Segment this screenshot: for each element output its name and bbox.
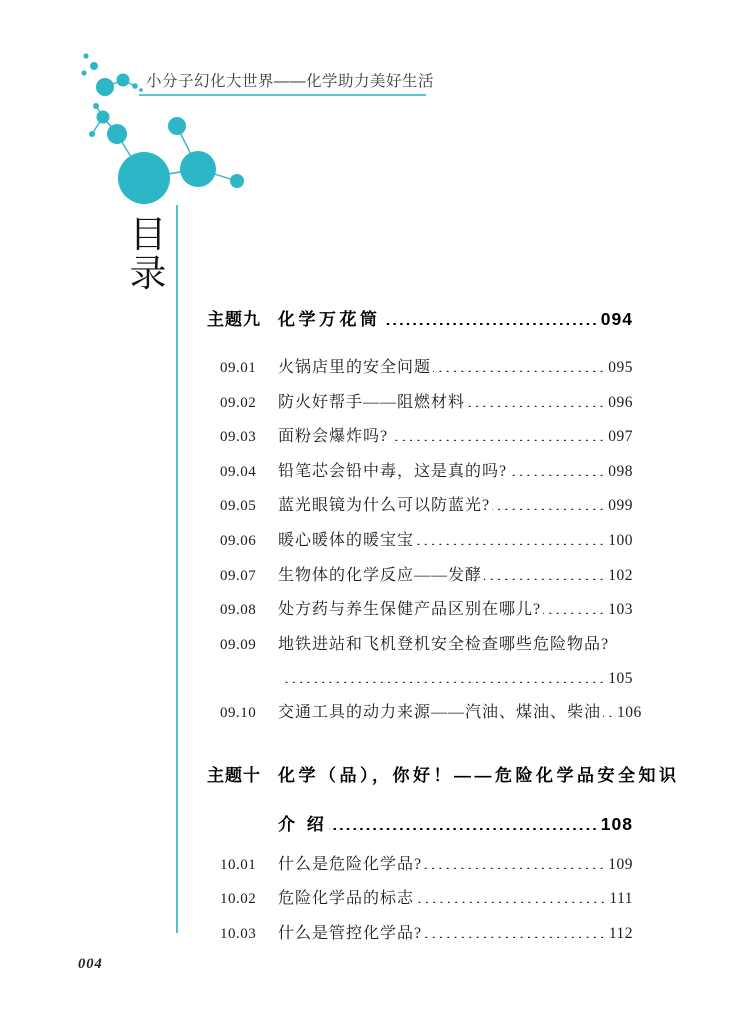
- dot-leader: [416, 529, 606, 545]
- toc-entry: [207, 882, 633, 917]
- entry-page-number: 097: [608, 428, 633, 446]
- entry-page-number: 102: [608, 566, 633, 584]
- entry-page-number: 100: [608, 531, 633, 549]
- entry-title: 处方药与养生保健产品区别在哪儿?: [278, 601, 542, 619]
- entry-page-number: 099: [608, 497, 633, 515]
- entry-number: 09.06: [220, 532, 257, 549]
- entry-number: 09.08: [220, 602, 257, 619]
- toc-title-char-1: 目: [129, 215, 167, 256]
- toc-entry: [207, 524, 633, 559]
- chapter-page-number: 094: [600, 309, 633, 329]
- entry-page-number: 106: [617, 703, 642, 721]
- entry-page-number: 096: [608, 393, 633, 411]
- entry-title: 火锅店里的安全问题: [278, 359, 432, 376]
- chapter-title: 化学万花筒: [278, 310, 381, 329]
- entry-title: 防火好帮手——阻燃材料: [278, 393, 466, 411]
- toc-entry: [207, 628, 633, 663]
- chapter-page-number: 108: [600, 813, 633, 834]
- toc-entry: [207, 351, 633, 386]
- dot-leader: [424, 922, 607, 938]
- entry-title: 面粉会爆炸吗?: [278, 428, 389, 446]
- entry-page-number: 105: [608, 670, 633, 688]
- dot-leader: [509, 460, 606, 476]
- dot-leader: [424, 853, 606, 869]
- dot-leader: [433, 356, 606, 372]
- entry-title: 地铁进站和飞机登机安全检查哪些危险物品?: [278, 635, 610, 653]
- toc-entry: [207, 455, 633, 490]
- book-title: 小分子幻化大世界——化学助力美好生活: [146, 73, 435, 90]
- entry-title: 什么是危险化学品?: [278, 855, 423, 873]
- entry-number: 09.01: [220, 360, 257, 376]
- entry-page-number: 109: [608, 855, 633, 873]
- dot-leader: [603, 701, 615, 717]
- dot-leader: [390, 425, 606, 441]
- entry-title: 交通工具的动力来源——汽油、煤油、柴油: [278, 703, 602, 721]
- toc-entry: [207, 559, 633, 594]
- chapter-title: 化学（品），你好！——危险化学品安全知识: [278, 765, 680, 785]
- entry-page-number: 095: [608, 359, 633, 376]
- entry-number: 09.02: [220, 394, 257, 411]
- toc-entry: [207, 489, 633, 524]
- toc-list: [207, 302, 680, 951]
- chapter-title-continued: 介 绍: [278, 814, 328, 834]
- chapter-label: 主题九: [207, 310, 261, 329]
- chapter-heading: [207, 302, 633, 337]
- entry-title: 铅笔芯会铅中毒，这是真的吗?: [278, 462, 508, 480]
- entry-number: 09.09: [220, 636, 257, 653]
- entry-number: 09.03: [220, 429, 257, 446]
- entry-number: 09.07: [220, 567, 257, 584]
- toc-entry: [207, 420, 633, 455]
- dot-leader: [492, 494, 606, 510]
- entry-page-number: 103: [608, 601, 633, 619]
- entry-title: 蓝光眼镜为什么可以防蓝光?: [278, 497, 491, 515]
- toc-title: [126, 216, 170, 294]
- entry-number: 09.05: [220, 498, 257, 515]
- entry-number: 10.01: [220, 856, 257, 873]
- entry-number: 09.10: [220, 704, 257, 721]
- entry-title: 危险化学品的标志: [278, 890, 415, 908]
- toc-entry-continued: [207, 662, 633, 696]
- toc-entry: [207, 593, 633, 628]
- entry-number: 10.02: [220, 891, 257, 908]
- entry-title: 什么是管控化学品?: [278, 924, 423, 942]
- toc-entry: [207, 386, 633, 421]
- dot-leader: [484, 564, 606, 580]
- entry-page-number: 112: [608, 924, 633, 942]
- header-rule: [139, 94, 426, 96]
- entry-title: 暖心暖体的暖宝宝: [278, 531, 415, 549]
- toc-title-char-2: 录: [129, 254, 167, 295]
- vertical-divider: [176, 205, 178, 933]
- dot-leader: [467, 391, 606, 407]
- dot-leader: [383, 308, 599, 325]
- entry-number: 09.04: [220, 463, 257, 480]
- toc-entry: [207, 917, 633, 952]
- toc-entry: [207, 848, 633, 883]
- dot-leader: [280, 667, 606, 683]
- entry-page-number: 098: [608, 462, 633, 480]
- entry-page-number: 111: [609, 890, 633, 908]
- page-number-folio: 004: [78, 956, 103, 972]
- entry-number: 10.03: [220, 925, 257, 942]
- dot-leader: [416, 887, 607, 903]
- dot-leader: [543, 598, 606, 614]
- chapter-heading-continued: [207, 807, 633, 842]
- dot-leader: [329, 813, 599, 830]
- chapter-label: 主题十: [207, 765, 261, 785]
- chapter-heading: [207, 759, 680, 793]
- toc-entry: [207, 696, 642, 731]
- entry-title: 生物体的化学反应——发酵: [278, 566, 483, 584]
